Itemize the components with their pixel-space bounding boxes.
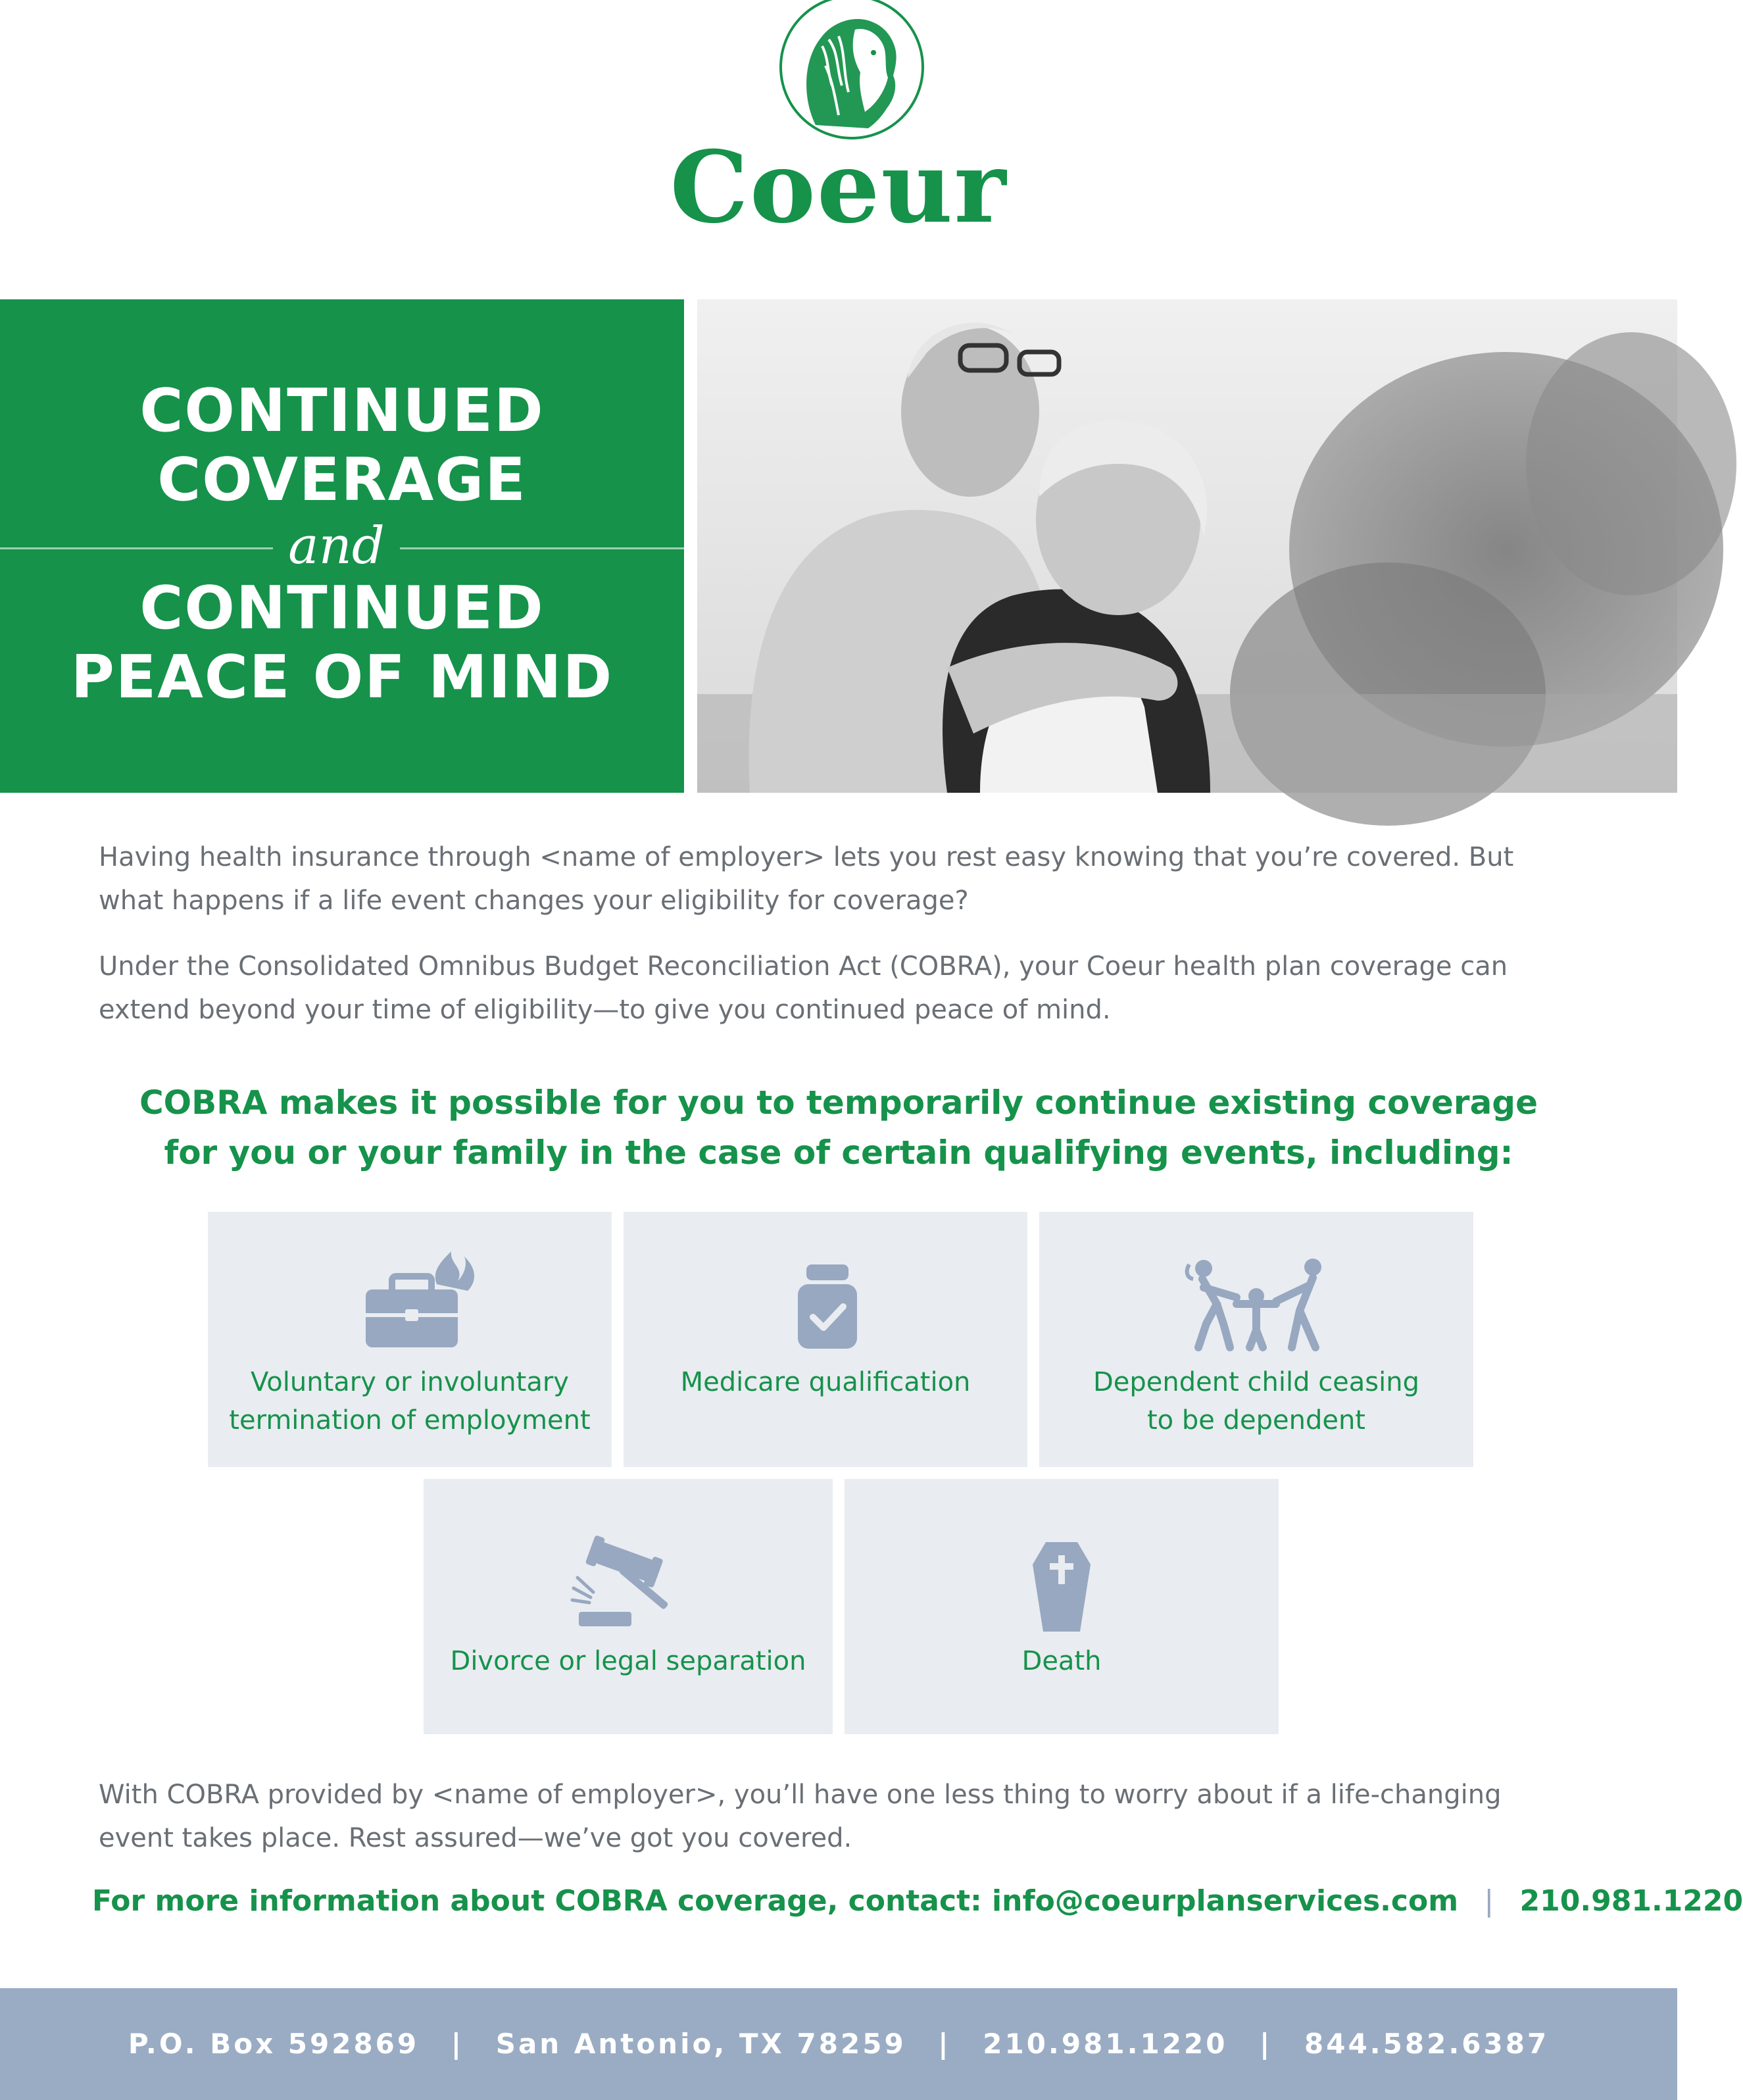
hero-line-4: PEACE OF MIND [70,643,614,712]
gavel-icon [572,1542,697,1628]
hero-line-3: CONTINUED [139,574,545,643]
event-label-line-2: to be dependent [1147,1405,1365,1436]
event-label-line-2: termination of employment [229,1405,591,1436]
hero-photo-couple [697,299,1677,793]
contact-email[interactable]: info@coeurplanservices.com [992,1884,1459,1918]
callout-line-1: COBRA makes it possible for you to temporarily continue existing coverage [139,1084,1538,1122]
footer-bar [0,1988,1677,2100]
lion-logo [776,0,927,132]
event-card-divorce [424,1479,833,1734]
lion-icon [776,0,927,132]
hero-rule-left [0,547,273,549]
brand-wordmark: Coeur [670,130,1008,245]
footer-separator: | [1260,2028,1273,2060]
hero-connector [0,516,684,576]
footer-separator: | [938,2028,951,2060]
event-card-death [845,1479,1279,1734]
contact-separator: | [1484,1884,1494,1918]
intro-paragraph-2: Under the Consolidated Omnibus Budget Reconciliation Act (COBRA), your Coeur health plan coverage can extend beyond your time of eligibility—to give you continued peace of mind. [99,951,1508,1025]
hero-rule-right [400,547,684,549]
hero-line-1: CONTINUED [139,376,545,445]
closing-paragraph: With COBRA provided by <name of employer>, you’ll have one less thing to worry about if a life-changing event takes place. Rest assured—we’ve got you covered. [99,1780,1502,1853]
hero-line-2: COVERAGE [157,445,527,514]
footer-separator: | [451,2028,464,2060]
contact-prefix: For more information about COBRA coverage, contact: [92,1884,982,1918]
event-label-line-1: Dependent child ceasing [1093,1367,1419,1397]
intro-paragraph-1: Having health insurance through <name of employer> lets you rest easy knowing that you’re covered. But what happens if a life event changes your eligibility for coverage? [99,842,1514,916]
family-tug-icon [1184,1258,1329,1350]
briefcase-fire-icon [359,1245,478,1350]
event-label-line-1: Medicare qualification [680,1367,971,1397]
footer-address [0,1988,1677,2100]
event-card-medicare [624,1212,1027,1467]
footer-city: San Antonio, TX 78259 [495,2028,906,2060]
event-card-termination [208,1212,612,1467]
footer-po-box: P.O. Box 592869 [128,2028,420,2060]
footer-phone-2[interactable]: 844.582.6387 [1304,2028,1550,2060]
contact-phone[interactable]: 210.981.1220 [1519,1884,1743,1918]
event-card-dependent [1039,1212,1473,1467]
medicine-bottle-icon [795,1264,860,1350]
contact-line [92,1878,1743,1924]
event-label-line-1: Death [1021,1646,1102,1676]
event-label-line-1: Divorce or legal separation [450,1646,806,1676]
event-label-line-1: Voluntary or involuntary [251,1367,569,1397]
callout-line-2: for you or your family in the case of certain qualifying events, including: [164,1134,1513,1172]
hero-connector-text: and [288,516,385,576]
hero-headline-panel [0,299,684,793]
coffin-icon [1030,1542,1093,1632]
footer-phone-1[interactable]: 210.981.1220 [983,2028,1228,2060]
